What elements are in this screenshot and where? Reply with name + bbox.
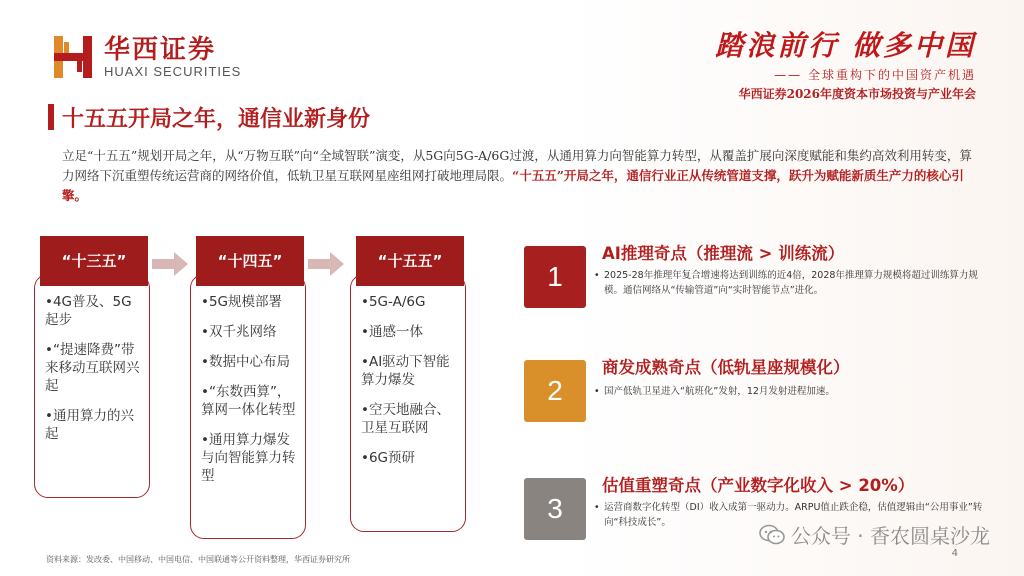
plan-column-15th bbox=[356, 236, 464, 466]
company-logo bbox=[52, 34, 241, 80]
point-number: 3 bbox=[524, 478, 586, 540]
footer-source: 资料来源：发改委、中国移动、中国电信、中国联通等公开资料整理，华西证券研究所 bbox=[46, 555, 350, 564]
plan-body bbox=[34, 274, 150, 498]
plan-item: •4G普及、5G起步 bbox=[45, 294, 132, 328]
wechat-icon bbox=[759, 524, 785, 546]
plan-item: •通感一体 bbox=[361, 324, 423, 340]
intro-highlight: “十五五”开局之年，通信行业正从传统管道支撑，跃升为赋能新质生产力的核心引擎。 bbox=[62, 168, 964, 203]
point-number: 1 bbox=[524, 246, 586, 308]
point-desc: • 国产低轨卫星进入“航班化”发射，12月发射进程加速。 bbox=[604, 384, 984, 399]
point-desc: • 2025-28年推理年复合增速将达到训练的近4倍，2028年推理算力规模将超过训练算力规模。通信网络从“传输管道”向“实时智能节点”进化。 bbox=[604, 268, 984, 298]
plan-item: •空天地融合、卫星互联网 bbox=[361, 402, 450, 436]
arrow-right-icon bbox=[152, 252, 188, 276]
plan-item: •5G-A/6G bbox=[361, 294, 426, 310]
point-title: AI推理奇点（推理流 > 训练流） bbox=[602, 244, 845, 263]
intro-paragraph bbox=[62, 146, 982, 206]
plan-item: •“东数西算”，算网一体化转型 bbox=[201, 384, 296, 418]
watermark bbox=[759, 520, 990, 549]
plan-item: •5G规模部署 bbox=[201, 294, 283, 310]
plan-column-13th bbox=[40, 236, 148, 442]
point-number: 2 bbox=[524, 360, 586, 422]
point-title: 商发成熟奇点（低轨星座规模化） bbox=[602, 358, 850, 377]
plan-item: •数据中心布局 bbox=[201, 354, 290, 370]
point-title: 估值重塑奇点（产业数字化收入 > 20%） bbox=[602, 476, 915, 495]
plan-header: “十五五” bbox=[356, 236, 464, 286]
plan-item: •通用算力的兴起 bbox=[45, 408, 134, 442]
logo-name-en: HUAXI SECURITIES bbox=[104, 63, 242, 79]
arrow-right-icon bbox=[308, 252, 344, 276]
slogan-subtitle: —— 全球重构下的中国资产机遇 bbox=[774, 68, 976, 82]
plan-body bbox=[190, 274, 306, 539]
plan-column-14th bbox=[196, 236, 304, 484]
plan-item: •6G预研 bbox=[361, 450, 416, 466]
page-number: 4 bbox=[951, 548, 958, 559]
point-desc: • 运营商数字化转型（DI）收入成第一驱动力。ARPU值止跌企稳，估值逻辑由“公用事业”转向“科技成长”。 bbox=[604, 500, 984, 530]
conference-slogan bbox=[715, 24, 976, 102]
slogan-title: 踏浪前行 做多中国 bbox=[715, 29, 976, 62]
plan-item: •双千兆网络 bbox=[201, 324, 277, 340]
intro-text: 立足“十五五”规划开局之年，从“万物互联”向“全域智联”演变，从5G向5G-A/6G过渡，从通用算力向智能算力转型，从覆盖扩展向深度赋能和集约高效利用转变，算力网络下沉重塑传统运营商的网络价值，低轨卫星互联网星座组网打破地理局限。 bbox=[62, 148, 972, 183]
plan-body bbox=[350, 274, 466, 532]
title-accent-bar bbox=[48, 104, 54, 130]
page-title: 十五五开局之年，通信业新身份 bbox=[62, 107, 371, 132]
plan-item: •通用算力爆发与向智能算力转型 bbox=[201, 432, 296, 484]
plan-header: “十四五” bbox=[196, 236, 304, 286]
logo-name-cn: 华西证券 bbox=[104, 34, 217, 65]
watermark-text: 公众号 · 香农圆桌沙龙 bbox=[790, 524, 990, 548]
plan-item: •AI驱动下智能算力爆发 bbox=[361, 354, 450, 388]
logo-icon bbox=[52, 34, 94, 80]
plan-header: “十三五” bbox=[40, 236, 148, 286]
conference-name: 华西证券2026年度资本市场投资与产业年会 bbox=[738, 87, 976, 101]
plan-item: •“提速降费”带来移动互联网兴起 bbox=[45, 342, 140, 394]
